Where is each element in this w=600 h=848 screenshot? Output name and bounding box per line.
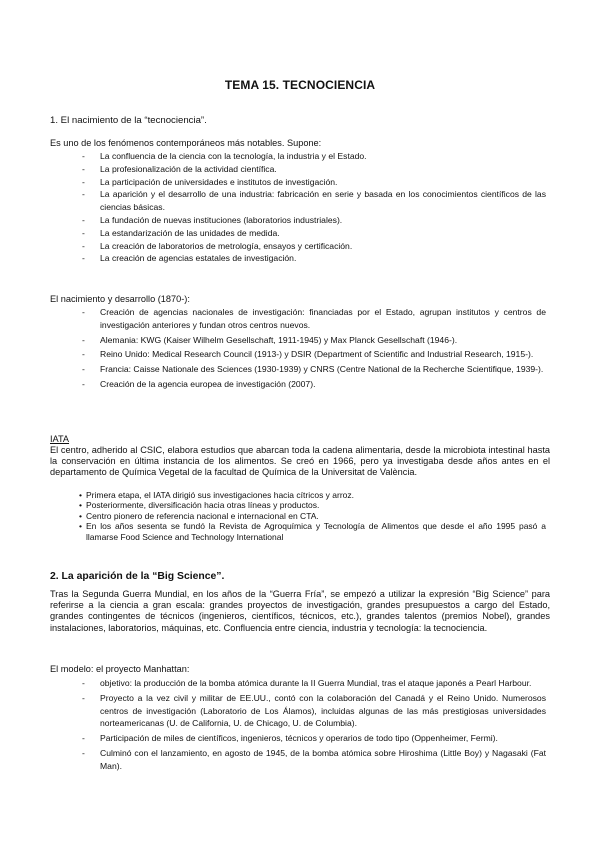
page-title: TEMA 15. TECNOCIENCIA xyxy=(224,78,376,92)
list-item: - Francia: Caisse Nationale des Sciences (1930-1939) y CNRS (Centre National de la Recherche Scientifique, 1939-). xyxy=(80,363,546,376)
birth-heading: El nacimiento y desarrollo (1870-): xyxy=(50,294,190,304)
list-item: - La creación de laboratorios de metrología, ensayos y certificación. xyxy=(80,240,546,253)
tecnociencia-list xyxy=(80,150,546,265)
iata-heading: IATA xyxy=(50,434,70,444)
manhattan-list xyxy=(80,677,546,773)
list-item: - Culminó con el lanzamiento, en agosto de 1945, de la bomba atómica sobre Hiroshima (Little Boy) y Nagasaki (Fat Man). xyxy=(80,747,546,773)
list-item: - La fundación de nuevas instituciones (laboratorios industriales). xyxy=(80,214,546,227)
iata-list xyxy=(80,490,546,542)
list-item: - Participación de miles de científicos, ingenieros, técnicos y operarios de todo tipo (Oppenheimer, Fermi). xyxy=(80,732,546,745)
birth-list xyxy=(80,306,546,391)
list-item: - La participación de universidades e institutos de investigación. xyxy=(80,176,546,189)
section2-heading: 2. La aparición de la “Big Science”. xyxy=(50,571,225,582)
list-item: - La profesionalización de la actividad científica. xyxy=(80,163,546,176)
list-item: • Primera etapa, el IATA dirigió sus investigaciones hacia cítricos y arroz. xyxy=(80,490,546,500)
list-item: - La confluencia de la ciencia con la tecnología, la industria y el Estado. xyxy=(80,150,546,163)
list-item: - Creación de la agencia europea de investigación (2007). xyxy=(80,378,546,391)
document-page xyxy=(50,0,550,848)
list-item: - Creación de agencias nacionales de investigación: financiadas por el Estado, agrupan institutos y centros de investigación anteriores y fundan otros centros nuevos. xyxy=(80,306,546,332)
section1-heading: 1. El nacimiento de la “tecnociencia”. xyxy=(50,115,207,126)
section1-intro: Es uno de los fenómenos contemporáneos más notables. Supone: xyxy=(50,138,322,148)
list-item: - La estandarización de las unidades de medida. xyxy=(80,227,546,240)
list-item: - objetivo: la producción de la bomba atómica durante la II Guerra Mundial, tras el ataque japonés a Pearl Harbour. xyxy=(80,677,546,690)
list-item: • Centro pionero de referencia nacional e internacional en CTA. xyxy=(80,511,546,521)
list-item: - Alemania: KWG (Kaiser Wilhelm Gesellschaft, 1911-1945) y Max Planck Gesellschaft (1946-). xyxy=(80,334,546,347)
list-item: - Reino Unido: Medical Research Council (1913-) y DSIR (Department of Scientific and Industrial Research, 1915-). xyxy=(80,348,546,361)
section2-paragraph: Tras la Segunda Guerra Mundial, en los años de la “Guerra Fría”, se empezó a utilizar la expresión “Big Science” para referirse a la ciencia a gran escala: grandes proyectos de investigación, grandes presupuestos a cargo del Estado, grandes contingentes de técnicos (ingenieros, científicos, técnicos, etc.), grandes talentos (premios Nobel), grandes instalaciones, laboratorios, máquinas, etc. Confluencia entre ciencia, industria y tecnología: la tecnociencia. xyxy=(50,589,550,633)
iata-paragraph: El centro, adherido al CSIC, elabora estudios que abarcan toda la cadena alimentaria, desde la microbiota intestinal hasta la conservación en última instancia de los alimentos. Se creó en 1966, pero ya investigaba desde años antes en el departamento de Química Vegetal de la facultad de Química de la Universitat de València. xyxy=(50,445,550,478)
list-item: • Posteriormente, diversificación hacia otras líneas y productos. xyxy=(80,500,546,510)
model-heading: El modelo: el proyecto Manhattan: xyxy=(50,664,190,674)
list-item: - Proyecto a la vez civil y militar de EE.UU., contó con la colaboración del Canadá y el Reino Unido. Numerosos centros de investigación (Laboratorio de Los Álamos), incluidas algunas de las más prestigiosas universidades norteamericanas (U. de California, U. de Chicago, U. de Columbia). xyxy=(80,692,546,730)
list-item: • En los años sesenta se fundó la Revista de Agroquímica y Tecnología de Alimentos que desde el año 1995 pasó a llamarse Food Science and Technology International xyxy=(80,521,546,542)
list-item: - La creación de agencias estatales de investigación. xyxy=(80,252,546,265)
list-item: - La aparición y el desarrollo de una industria: fabricación en serie y basada en los conocimientos científicos de las ciencias básicas. xyxy=(80,188,546,214)
